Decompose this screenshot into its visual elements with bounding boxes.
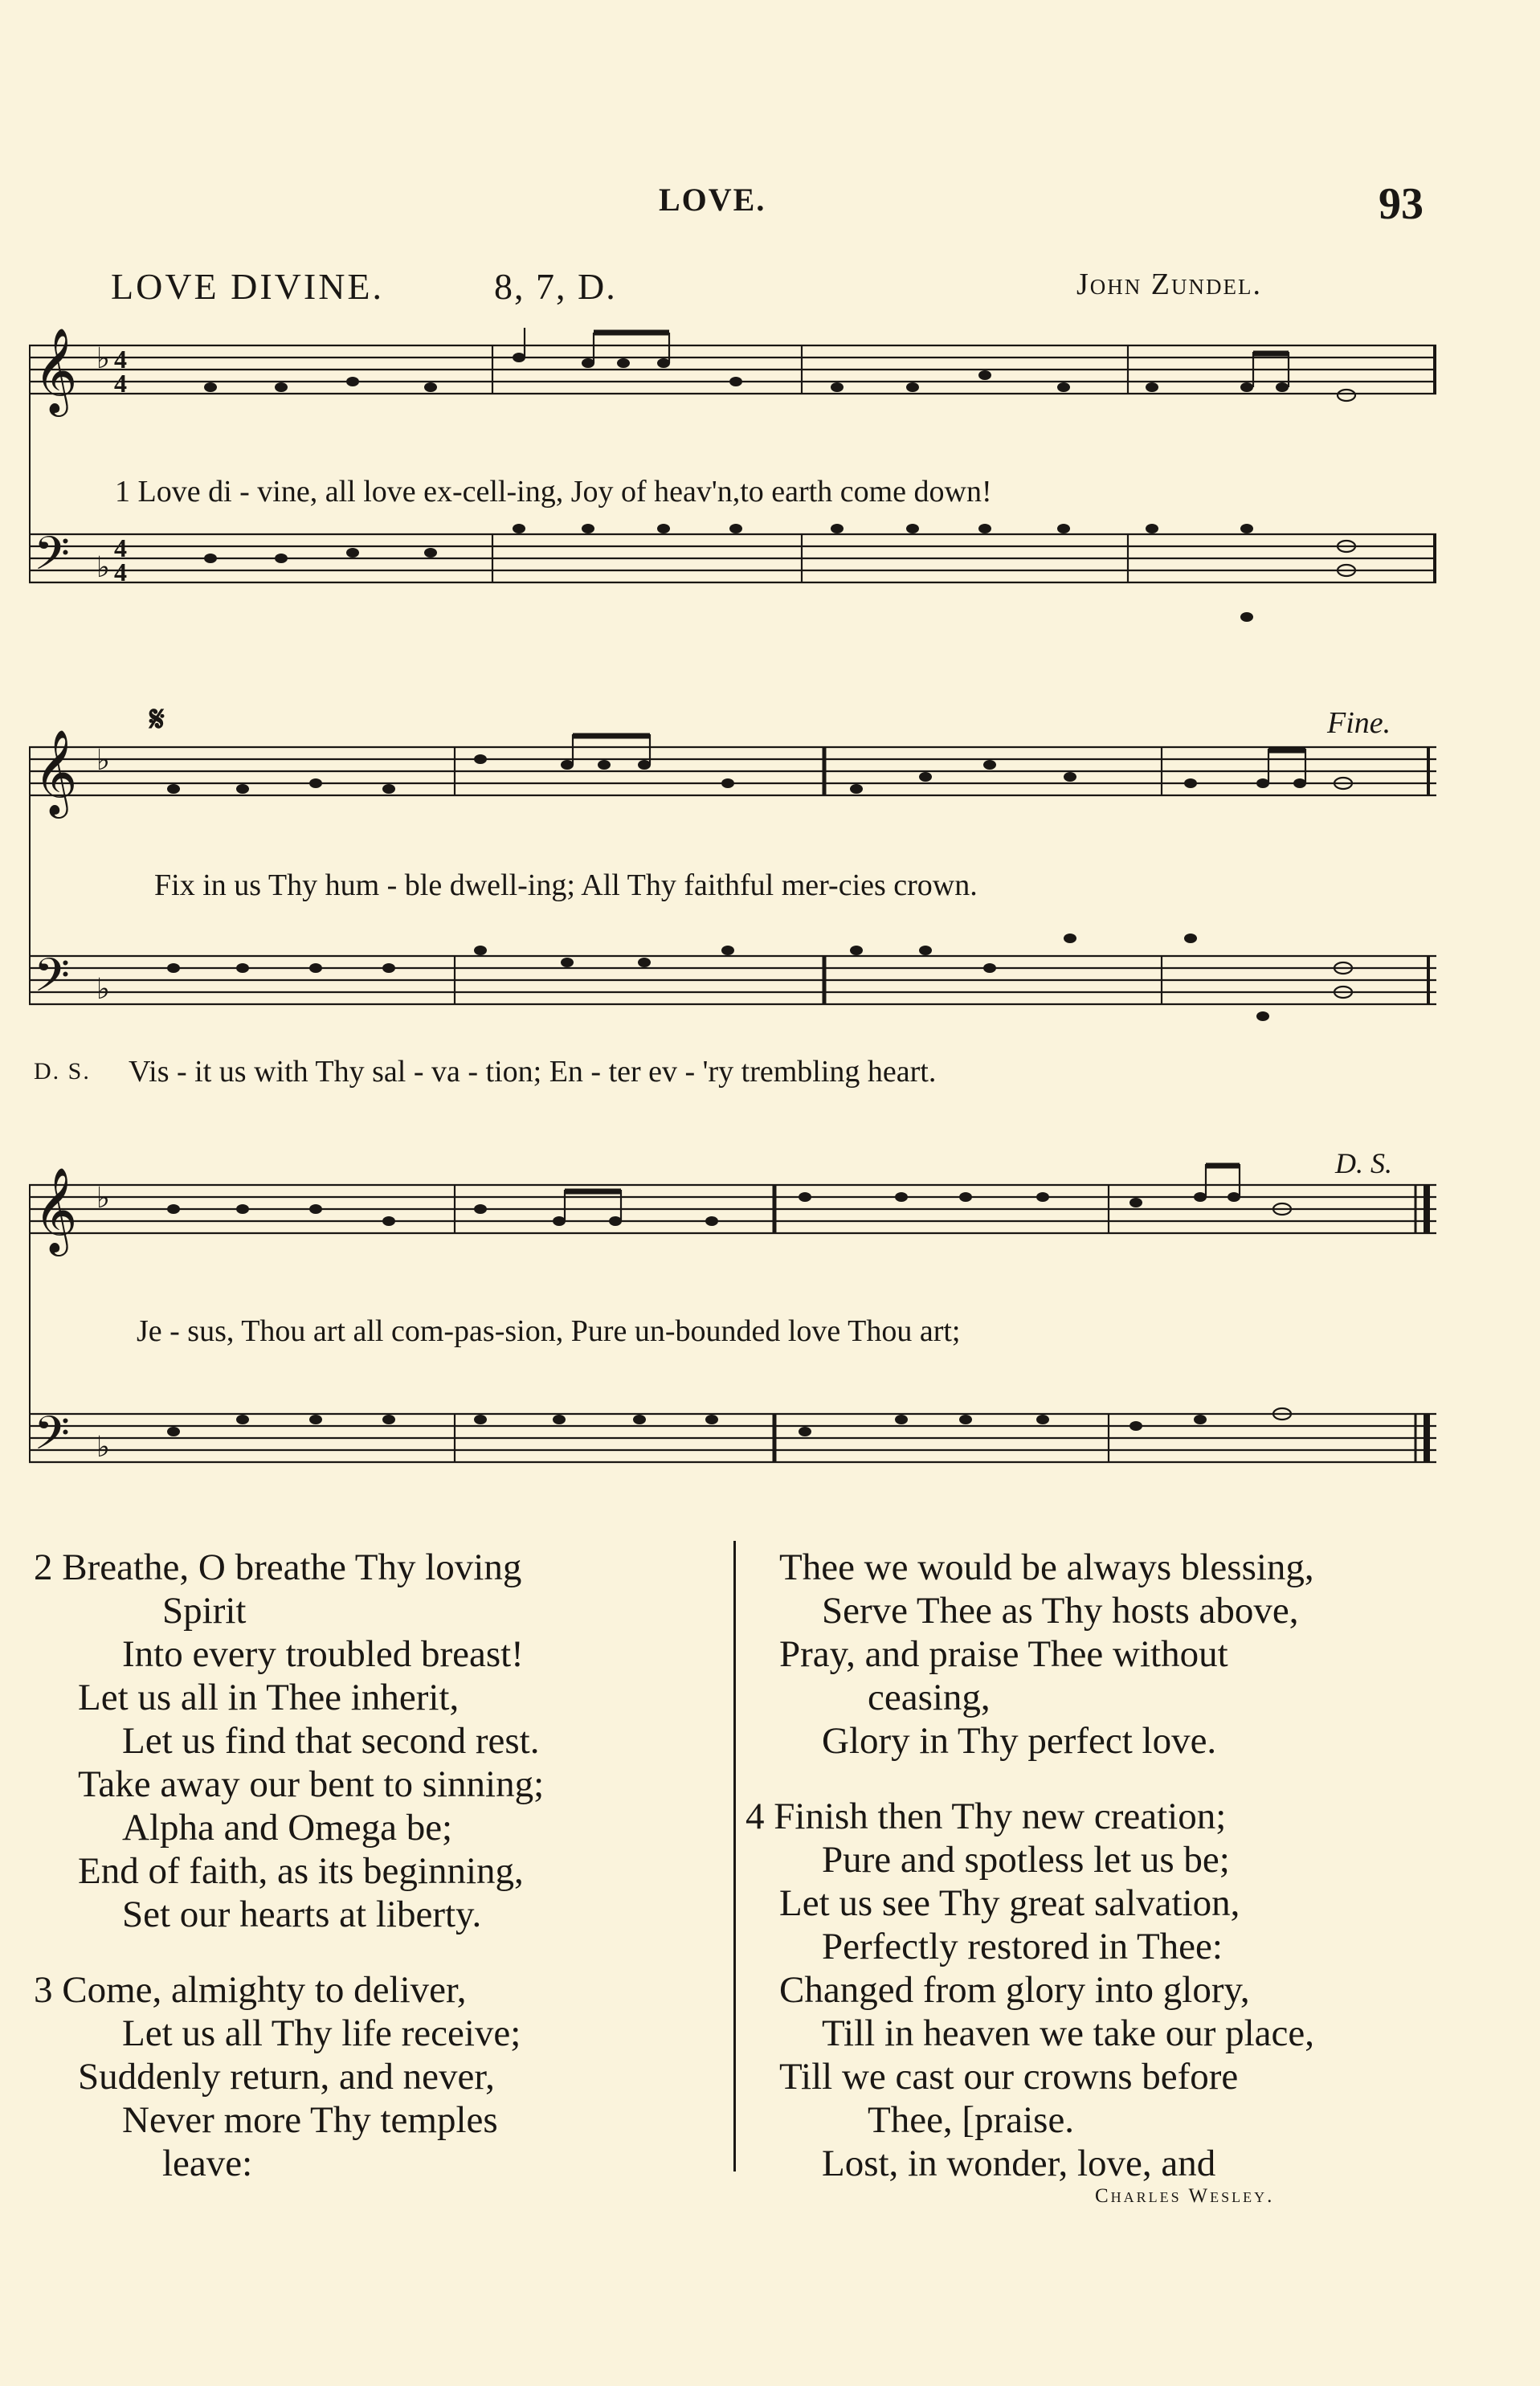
svg-text:𝄢: 𝄢 — [34, 526, 71, 592]
stanza-line: Serve Thee as Thy hosts above, — [822, 1590, 1299, 1632]
svg-text:♭: ♭ — [96, 1182, 110, 1214]
svg-text:𝄞: 𝄞 — [34, 1166, 78, 1252]
stanza-line: 2 Breathe, O breathe Thy loving — [34, 1546, 522, 1588]
stanza-line: Let us see Thy great salvation, — [779, 1882, 1240, 1924]
music-system-3 — [29, 1129, 1436, 1498]
svg-text:♭: ♭ — [96, 551, 110, 583]
stanza-line: Till we cast our crowns before — [779, 2056, 1239, 2098]
stanza-line: Lost, in wonder, love, and — [822, 2143, 1216, 2184]
stanza-line: Thee we would be always blessing, — [779, 1546, 1314, 1588]
tune-title: LOVE DIVINE. — [111, 266, 385, 307]
stanza-line: Perfectly restored in Thee: — [822, 1926, 1223, 1967]
stanza-line: Let us all in Thee inherit, — [78, 1677, 460, 1718]
segno-sign: 𝄋 — [149, 700, 165, 739]
ds-label: D. S. — [34, 1058, 91, 1085]
stanza-line: leave: — [162, 2143, 253, 2184]
stanza-line: Suddenly return, and never, — [78, 2056, 495, 2098]
svg-text:4: 4 — [114, 369, 127, 398]
stanza-line: Into every troubled breast! — [122, 1633, 524, 1675]
stanza-gap — [745, 1763, 1314, 1795]
stanza-line: Till in heaven we take our place, — [822, 2012, 1314, 2054]
svg-text:♭: ♭ — [96, 342, 110, 374]
music-system-1 — [29, 321, 1436, 659]
section-header: LOVE. — [659, 182, 766, 218]
music-system-2 — [29, 699, 1436, 1101]
stanza-line: Thee, [praise. — [868, 2099, 1075, 2141]
tune-meter: 8, 7, D. — [494, 266, 617, 307]
stanza-line: Spirit — [162, 1590, 247, 1632]
stanza-line: End of faith, as its beginning, — [78, 1850, 524, 1892]
stanza-line: 4 Finish then Thy new creation; — [745, 1796, 1227, 1837]
stanza-line: Pure and spotless let us be; — [822, 1839, 1230, 1881]
composer-name: John Zundel. — [1076, 268, 1262, 301]
stanza-line: Let us find that second rest. — [122, 1720, 540, 1762]
svg-text:♭: ♭ — [96, 744, 110, 776]
svg-text:4: 4 — [114, 345, 127, 374]
lyric-line-3: Vis - it us with Thy sal - va - tion; En - ter ev - 'ry trembling heart. — [129, 1055, 937, 1089]
svg-text:4: 4 — [114, 533, 127, 562]
lyric-line-2: Fix in us Thy hum - ble dwell-ing; All Thy faithful mer-cies crown. — [154, 868, 978, 902]
svg-text:♭: ♭ — [96, 973, 110, 1005]
svg-text:𝄢: 𝄢 — [34, 1406, 71, 1472]
stanza-line: 3 Come, almighty to deliver, — [34, 1969, 467, 2011]
stanza-column-right — [745, 1546, 1314, 2185]
stanza-line: Alpha and Omega be; — [122, 1807, 453, 1849]
svg-text:♭: ♭ — [96, 1431, 110, 1463]
stanza-line: Pray, and praise Thee without — [779, 1633, 1228, 1675]
svg-text:𝄢: 𝄢 — [34, 948, 71, 1014]
stanza-line: Let us all Thy life receive; — [122, 2012, 521, 2054]
stanza-line: ceasing, — [868, 1677, 991, 1718]
hymn-author: Charles Wesley. — [1095, 2185, 1275, 2207]
svg-text:4: 4 — [114, 558, 127, 586]
ds-marking: D. S. — [1335, 1147, 1392, 1179]
fine-marking: Fine. — [1327, 706, 1391, 740]
stanza-gap — [34, 1936, 544, 1968]
lyric-line-1: 1 Love di - vine, all love ex-cell-ing, Joy of heav'n,to earth come down! — [115, 475, 992, 509]
stanza-column-left — [34, 1546, 544, 2185]
page-number: 93 — [1379, 179, 1424, 229]
stanza-line: Set our hearts at liberty. — [122, 1894, 482, 1935]
stanza-line: Take away our bent to sinning; — [78, 1763, 545, 1805]
stanza-line: Glory in Thy perfect love. — [822, 1720, 1217, 1762]
column-divider — [733, 1541, 736, 2172]
stanza-line: Never more Thy temples — [122, 2099, 498, 2141]
svg-text:𝄞: 𝄞 — [34, 327, 78, 413]
svg-text:𝄞: 𝄞 — [34, 729, 78, 815]
lyric-line-4: Je - sus, Thou art all com-pas-sion, Pure un-bounded love Thou art; — [137, 1314, 961, 1348]
stanza-line: Changed from glory into glory, — [779, 1969, 1250, 2011]
